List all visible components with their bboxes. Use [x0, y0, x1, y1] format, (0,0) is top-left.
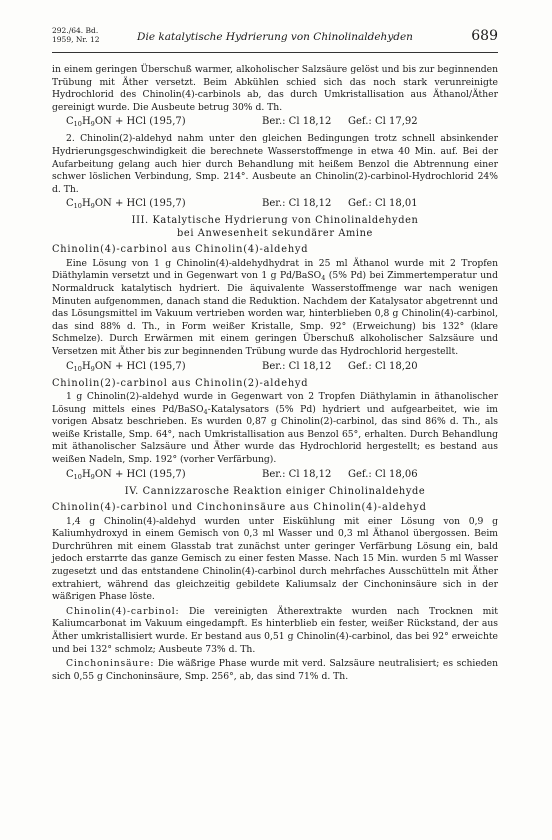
- paragraph: Cinchoninsäure: Die wäßrige Phase wurde mit verd. Salzsäure neutralisiert; es schieden sich 0,55 g Cinchoninsäure, Smp. 256°, ab, das sind 71% d. Th.: [52, 658, 498, 682]
- page-header: [52, 22, 498, 53]
- paragraph: in einem geringen Überschuß warmer, alkoholischer Salzsäure gelöst und bis zur beginnenden Trübung mit Äther versetzt. Beim Abkühlen schied sich das noch stark verunreinigte Hydrochlorid des Chinolin(4)-carbinols ab, das durch Umkristallisation aus Äthanol/Äther gereinigt wurde. Die Ausbeute betrug 30% d. Th.: [52, 64, 498, 113]
- paragraph: 1 g Chinolin(2)-aldehyd wurde in Gegenwart von 2 Tropfen Diäthylamin in äthanolischer Lösung mittels eines Pd/BaSO$_4$-Katalysators (5% Pd) hydriert und aufgearbeitet, wie im vorigen Absatz beschrieben. Es wurden 0,87 g Chinolin(2)-carbinol, das sind 86% d. Th., als weiße Kristalle, Smp. 64°, nach Umkristallisation aus Benzol 65°, erhalten. Durch Behandlung mit äthanolischer Salzsäure und Äther wurde das Hydrochlorid hergestellt; es bestand aus weißen Nadeln, Smp. 192° (vorher Verfärbung).: [52, 391, 498, 466]
- issue-line: 1959, Nr. 12: [52, 35, 100, 44]
- found-value: Gef.: Cl 18,20: [348, 360, 418, 372]
- paragraph-label: Cinchoninsäure:: [66, 658, 155, 670]
- page-number: 689: [471, 28, 498, 44]
- article-body: [52, 64, 498, 685]
- calculated-value: Ber.: Cl 18,12: [262, 116, 332, 128]
- found-value: Gef.: Cl 18,01: [348, 198, 418, 210]
- calculated-value: Ber.: Cl 18,12: [262, 468, 332, 480]
- found-value: Gef.: Cl 17,92: [348, 116, 418, 128]
- paragraph-label: Chinolin(4)-carbinol:: [66, 605, 180, 617]
- formula-line: [52, 469, 498, 482]
- formula: $C_{10}H_9ON$ + HCl (195,7): [66, 360, 186, 373]
- calculated-value: Ber.: Cl 18,12: [262, 360, 332, 372]
- formula: $C_{10}H_9ON$ + HCl (195,7): [66, 198, 186, 211]
- found-value: Gef.: Cl 18,06: [348, 468, 418, 480]
- section-heading: [52, 215, 498, 240]
- formula-line: [52, 361, 498, 374]
- paragraph: 1,4 g Chinolin(4)-aldehyd wurden unter Eiskühlung mit einer Lösung von 0,9 g Kaliumhydroxyd in einem Gemisch von 0,3 ml Wasser und 0,3 ml Äthanol übergossen. Beim Durchrühren mit einem Glasstab trat zunächst unter geringer Verfärbung Lösung ein, bald jedoch erstarrte das ganze Gemisch zu einer festen Masse. Nach 15 Min. wurden 5 ml Wasser zugesetzt und das entstandene Chinolin(4)-carbinol durch mehrfaches Ausschütteln mit Äther extrahiert, während das gleichzeitig gebildete Kaliumsalz der Cinchoninsäure sich in der wäßrigen Phase löste.: [52, 515, 498, 603]
- formula-line: [52, 198, 498, 211]
- subsection-heading: Chinolin(4)-carbinol aus Chinolin(4)-aldehyd: [52, 244, 309, 256]
- paragraph: 2. Chinolin(2)-aldehyd nahm unter den gleichen Bedingungen trotz schnell absinkender Hydrierungsgeschwindigkeit die berechnete Wasserstoffmenge in etwa 40 Min. auf. Bei der Aufarbeitung gelang auch hier durch Behandlung mit heißem Benzol die Abtrennung einer schwer löslichen Verbindung, Smp. 214°. Ausbeute an Chinolin(2)-carbinol-Hydrochlorid 24% d. Th.: [52, 133, 498, 195]
- section-heading-line: bei Anwesenheit sekundärer Amine: [177, 227, 373, 239]
- subsection-heading: Chinolin(2)-carbinol aus Chinolin(2)-aldehyd: [52, 377, 309, 389]
- formula: $C_{10}H_9ON$ + HCl (195,7): [66, 468, 186, 481]
- volume-line: 292./64. Bd.: [52, 26, 99, 35]
- subsection-heading: Chinolin(4)-carbinol und Cinchoninsäure aus Chinolin(4)-aldehyd: [52, 502, 427, 514]
- paragraph: Eine Lösung von 1 g Chinolin(4)-aldehydhydrat in 25 ml Äthanol wurde mit 2 Tropfen Diäthylamin versetzt und in Gegenwart von 1 g Pd/BaSO$_4$ (5% Pd) bei Zimmertemperatur und Normaldruck katalytisch hydriert. Die äquivalente Wasserstoffmenge war nach wenigen Minuten aufgenommen, danach stand die Reduktion. Nachdem der Katalysator abgetrennt und das Lösungsmittel im Vakuum vertrieben worden war, hinterblieben 0,8 g Chinolin(4)-carbinol, das sind 88% d. Th., in Form weißer Kristalle, Smp. 92° (Erweichung) bis 132° (klare Schmelze). Durch Erwärmen mit einem geringen Überschuß alkoholischer Salzsäure und Versetzen mit Äther bis zur beginnenden Trübung wurde das Hydrochlorid hergestellt.: [52, 257, 498, 357]
- section-heading-line: III. Katalytische Hydrierung von Chinolinaldehyden: [131, 215, 419, 227]
- running-title: Die katalytische Hydrierung von Chinolinaldehyden: [137, 31, 413, 43]
- formula: $C_{10}H_9ON$ + HCl (195,7): [66, 116, 186, 129]
- calculated-value: Ber.: Cl 18,12: [262, 198, 332, 210]
- formula-line: [52, 116, 498, 129]
- section-heading: IV. Cannizzarosche Reaktion einiger Chinolinaldehyde: [124, 485, 426, 497]
- paragraph: Chinolin(4)-carbinol: Die vereinigten Ätherextrakte wurden nach Trocknen mit Kaliumcarbonat im Vakuum eingedampft. Es hinterblieb ein fester, weißer Rückstand, der aus Äther umkristallisiert wurde. Er bestand aus 0,51 g Chinolin(4)-carbinol, das bei 92° erweichte und bei 132° schmolz; Ausbeute 73% d. Th.: [52, 605, 498, 655]
